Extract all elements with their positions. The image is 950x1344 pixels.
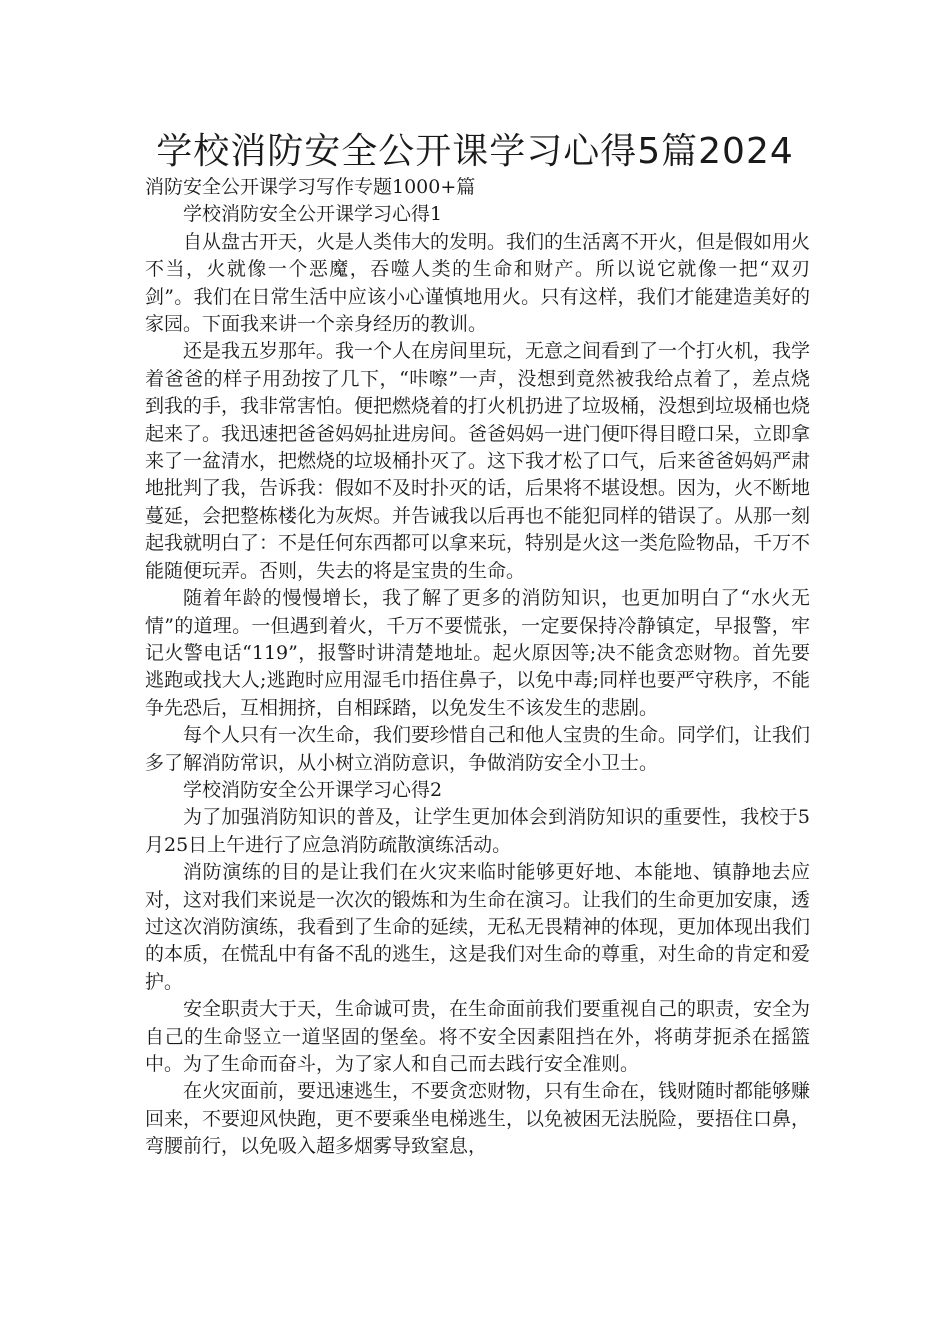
paragraph: 随着年龄的慢慢增长，我了解了更多的消防知识，也更加明白了“水火无情”的道理。一但遇到着火，千万不要慌张，一定要保持冷静镇定，早报警，牢记火警电话“119”，报警时讲清楚地址。起火原因等;决不能贪恋财物。首先要逃跑或找大人;逃跑时应用湿毛巾捂住鼻子，以免中毒;同样也要严守秩序，不能争先恐后，互相拥挤，自相踩踏，以免发生不该发生的悲剧。 — [145, 587, 810, 719]
paragraph: 在火灾面前，要迅速逃生，不要贪恋财物，只有生命在，钱财随时都能够赚回来，不要迎风快跑，更不要乘坐电梯逃生，以免被困无法脱险，要捂住口鼻，弯腰前行，以免吸入超多烟雾导致窒息， — [145, 1080, 811, 1158]
paragraph: 每个人只有一次生命，我们要珍惜自己和他人宝贵的生命。同学们，让我们多了解消防常识，从小树立消防意识，争做消防安全小卫士。 — [145, 724, 811, 774]
document-subtitle: 消防安全公开课学习写作专题1000+篇 — [145, 176, 476, 198]
paragraph: 为了加强消防知识的普及，让学生更加体会到消防知识的重要性，我校于5月25日上午进行了应急消防疏散演练活动。 — [145, 806, 810, 856]
paragraph: 还是我五岁那年。我一个人在房间里玩，无意之间看到了一个打火机，我学着爸爸的样子用劲按了几下，“咔嚓”一声，没想到竟然被我给点着了，差点烧到我的手，我非常害怕。便把燃烧着的打火机扔进了垃圾桶，没想到垃圾桶也烧起来了。我迅速把爸爸妈妈扯进房间。爸爸妈妈一进门便吓得目瞪口呆，立即拿来了一盆清水，把燃烧的垃圾桶扑灭了。这下我才松了口气，后来爸爸妈妈严肃地批判了我，告诉我：假如不及时扑灭的话，后果将不堪设想。因为，火不断地蔓延，会把整栋楼化为灰烬。并告诫我以后再也不能犯同样的错误了。从那一刻起我就明白了：不是任何东西都可以拿来玩，特别是火这一类危险物品，千万不能随便玩弄。否则，失去的将是宝贵的生命。 — [145, 340, 811, 582]
section-heading-2: 学校消防安全公开课学习心得2 — [183, 778, 443, 801]
document-title: 学校消防安全公开课学习心得5篇2024 — [156, 131, 794, 172]
section-heading-1: 学校消防安全公开课学习心得1 — [183, 203, 443, 226]
document-body — [145, 174, 810, 1161]
paragraph: 自从盘古开天，火是人类伟大的发明。我们的生活离不开火，但是假如用火不当，火就像一个恶魔，吞噬人类的生命和财产。所以说它就像一把“双刃剑”。我们在日常生活中应该小心谨慎地用火。只有这样，我们才能建造美好的家园。下面我来讲一个亲身经历的教训。 — [145, 230, 811, 336]
paragraph: 安全职责大于天，生命诚可贵，在生命面前我们要重视自己的职责，安全为自己的生命竖立一道坚固的堡垒。将不安全因素阻挡在外，将萌芽扼杀在摇篮中。为了生命而奋斗，为了家人和自己而去践行安全准则。 — [145, 998, 811, 1075]
paragraph: 消防演练的目的是让我们在火灾来临时能够更好地、本能地、镇静地去应对，这对我们来说是一次次的锻炼和为生命在演习。让我们的生命更加安康，透过这次消防演练，我看到了生命的延续，无私无畏精神的体现，更加体现出我们的本质，在慌乱中有备不乱的逃生，这是我们对生命的尊重，对生命的肯定和爱护。 — [145, 861, 811, 993]
